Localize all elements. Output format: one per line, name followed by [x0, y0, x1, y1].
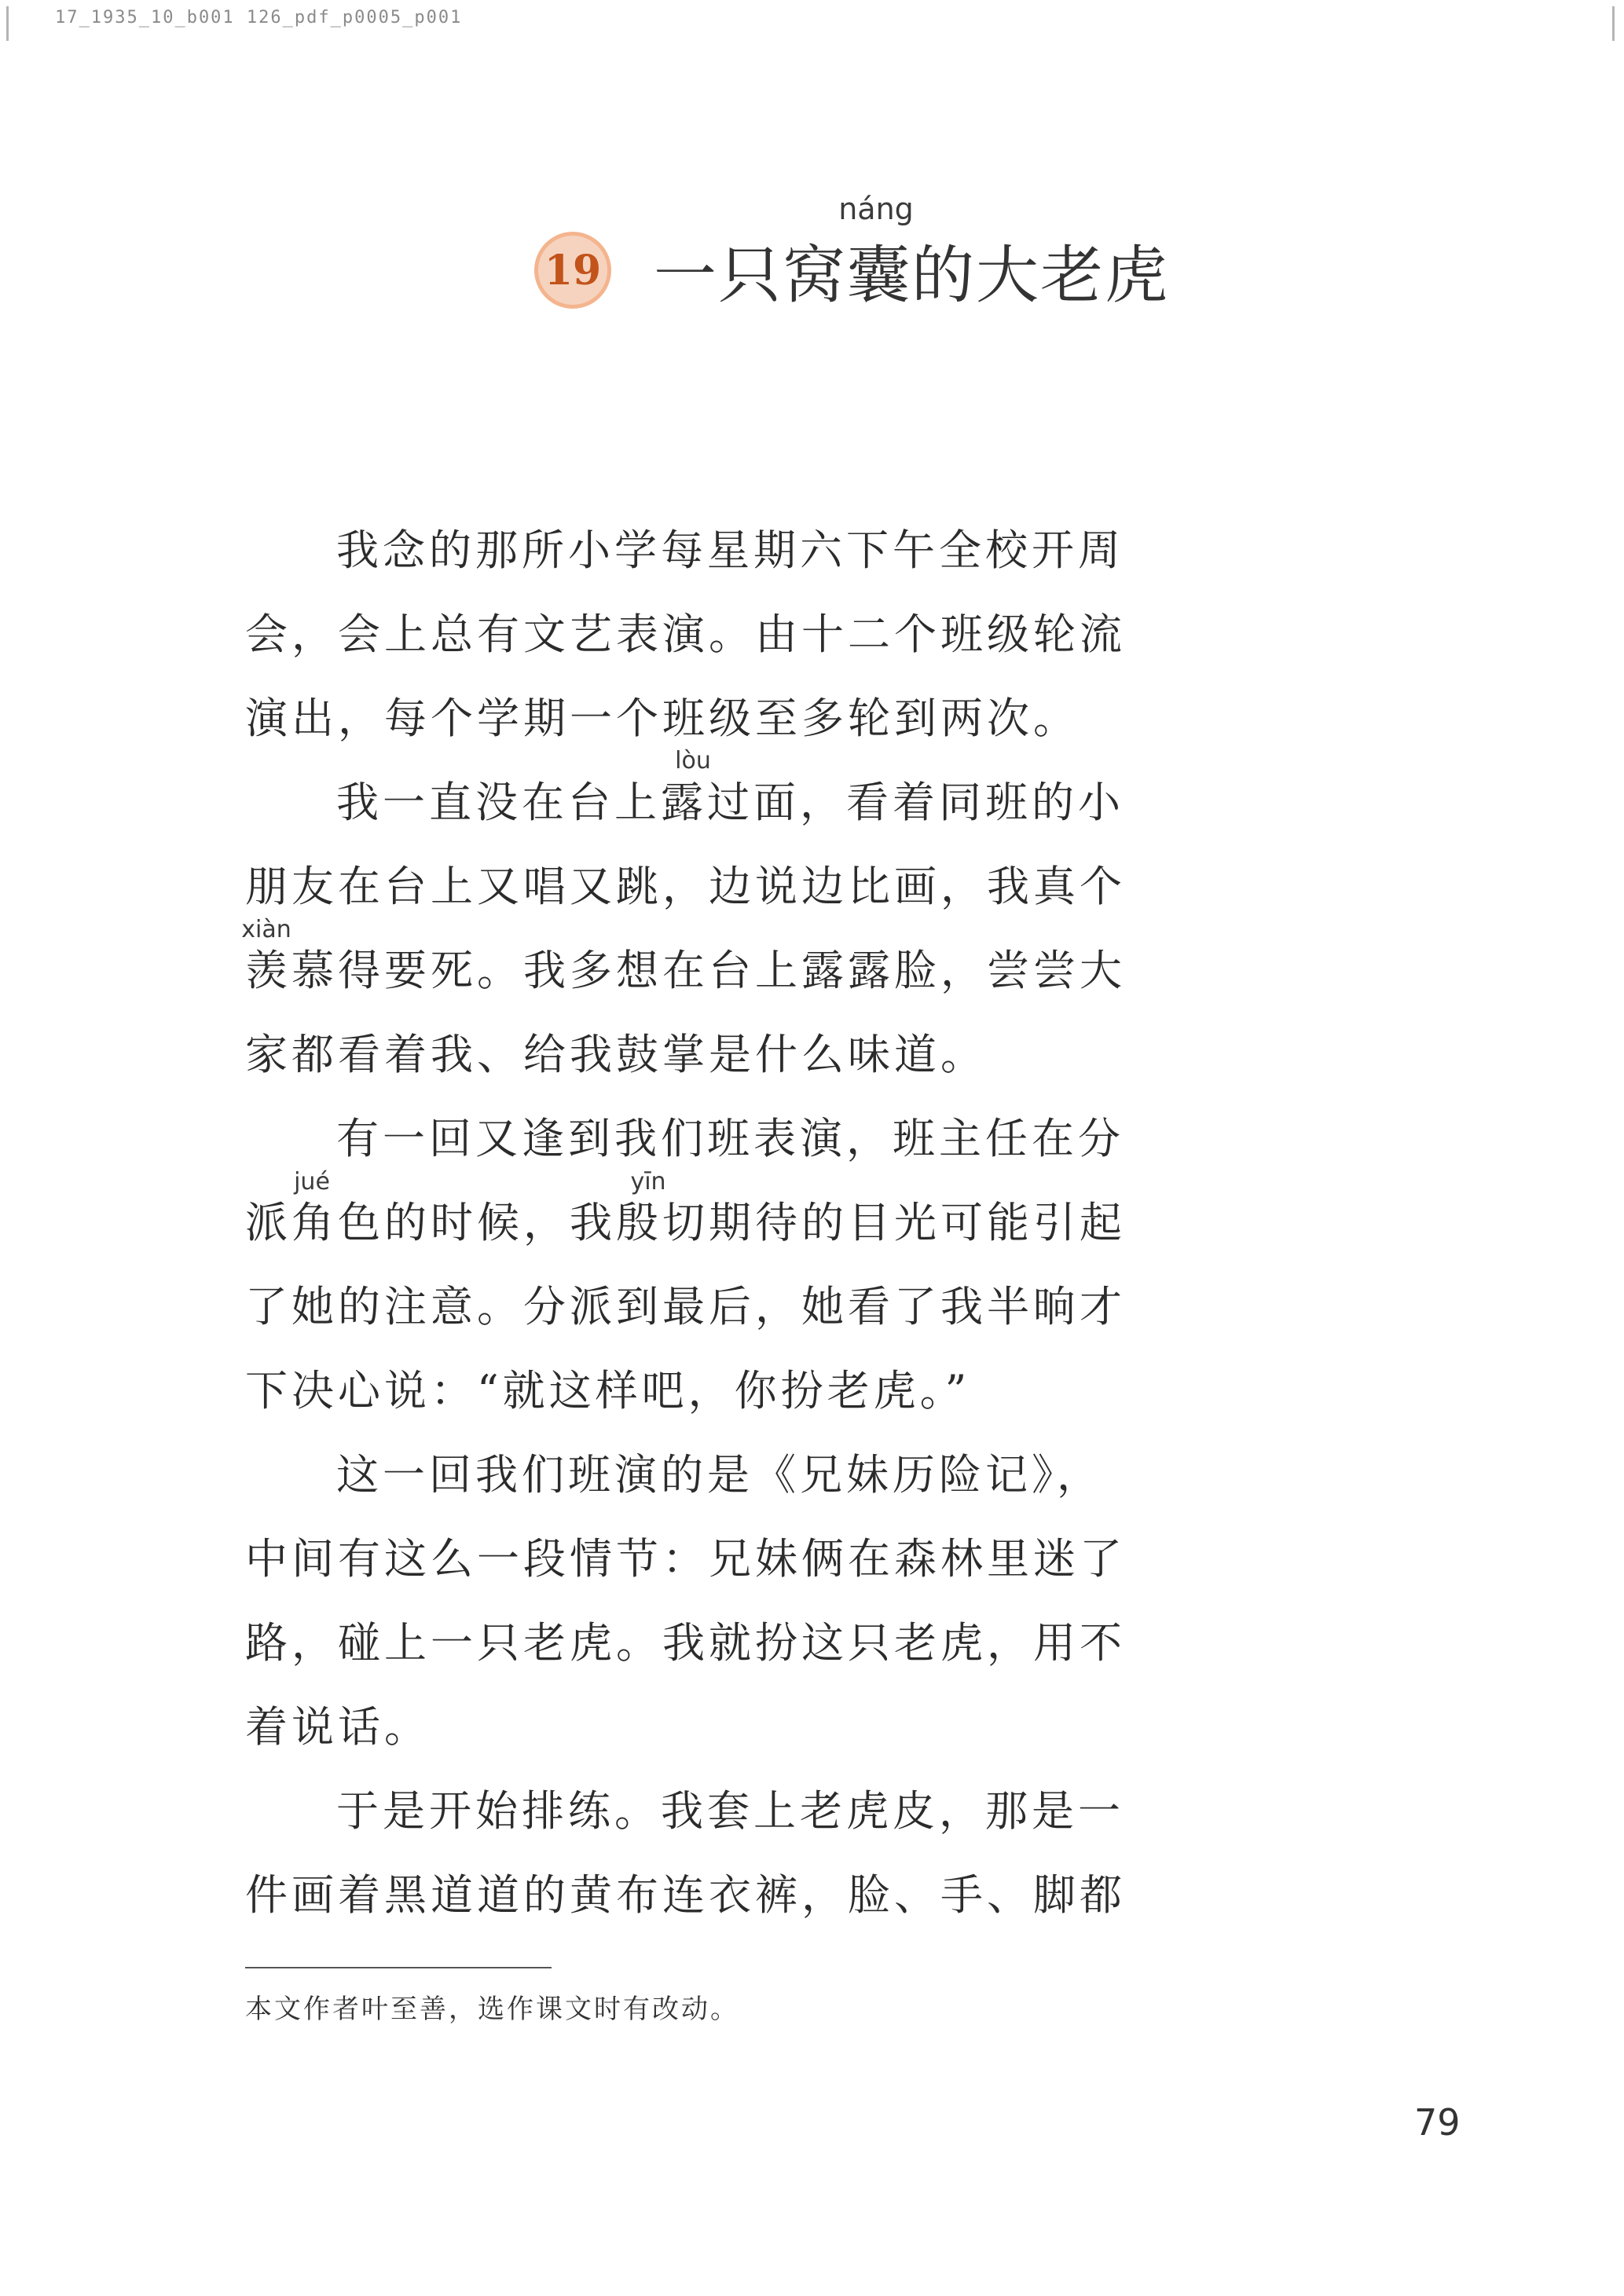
- body-line: 下决心说：“就这样吧，你扮老虎。”: [245, 1366, 971, 1415]
- title-pinyin-nang: náng: [838, 192, 914, 226]
- lesson-title: 一只窝囊的大老虎: [654, 239, 1169, 312]
- pinyin-jue: jué: [294, 1168, 330, 1196]
- footnote-divider: [245, 1967, 552, 1968]
- pinyin-xian: xiàn: [241, 916, 291, 943]
- scan-edge-mark-left: [6, 6, 9, 41]
- pinyin-yin: yīn: [630, 1168, 666, 1196]
- body-line: 中间有这么一段情节：兄妹俩在森林里迷了: [245, 1534, 1126, 1584]
- body-line: 有一回又逢到我们班表演，班主任在分: [336, 1114, 1124, 1163]
- body-line: 羡慕得要死。我多想在台上露露脸，尝尝大: [245, 946, 1126, 995]
- body-line: 了她的注意。分派到最后，她看了我半晌才: [245, 1282, 1126, 1331]
- body-line: 家都看着我、给我鼓掌是什么味道。: [245, 1030, 987, 1079]
- body-line: 朋友在台上又唱又跳，边说边比画，我真个: [245, 862, 1126, 911]
- lesson-title-block: [534, 192, 1179, 314]
- body-line: 件画着黑道道的黄布连衣裤，脸、手、脚都: [245, 1870, 1126, 1920]
- body-line: 这一回我们班演的是《兄妹历险记》，: [336, 1450, 1103, 1500]
- body-line: 演出，每个学期一个班级至多轮到两次。: [245, 694, 1080, 743]
- body-line: 路，碰上一只老虎。我就扮这只老虎，用不: [245, 1618, 1126, 1668]
- scan-edge-mark-right: [1612, 6, 1615, 41]
- body-line: 我念的那所小学每星期六下午全校开周: [336, 525, 1124, 575]
- body-line: 着说话。: [245, 1702, 431, 1752]
- footnote: 本文作者叶至善，选作课文时有改动。: [245, 1994, 739, 2025]
- body-line: 于是开始排练。我套上老虎皮，那是一: [336, 1786, 1124, 1836]
- lesson-number-badge: 19: [534, 232, 611, 309]
- body-line: 派角色的时候，我殷切期待的目光可能引起: [245, 1198, 1126, 1247]
- body-line: 我一直没在台上露过面，看着同班的小: [336, 778, 1124, 827]
- scan-header-text: 17_1935_10_b001 126_pdf_p0005_p001: [55, 8, 463, 27]
- pinyin-lou: lòu: [675, 747, 711, 774]
- page-number: 79: [1414, 2101, 1461, 2144]
- body-line: 会，会上总有文艺表演。由十二个班级轮流: [245, 610, 1126, 659]
